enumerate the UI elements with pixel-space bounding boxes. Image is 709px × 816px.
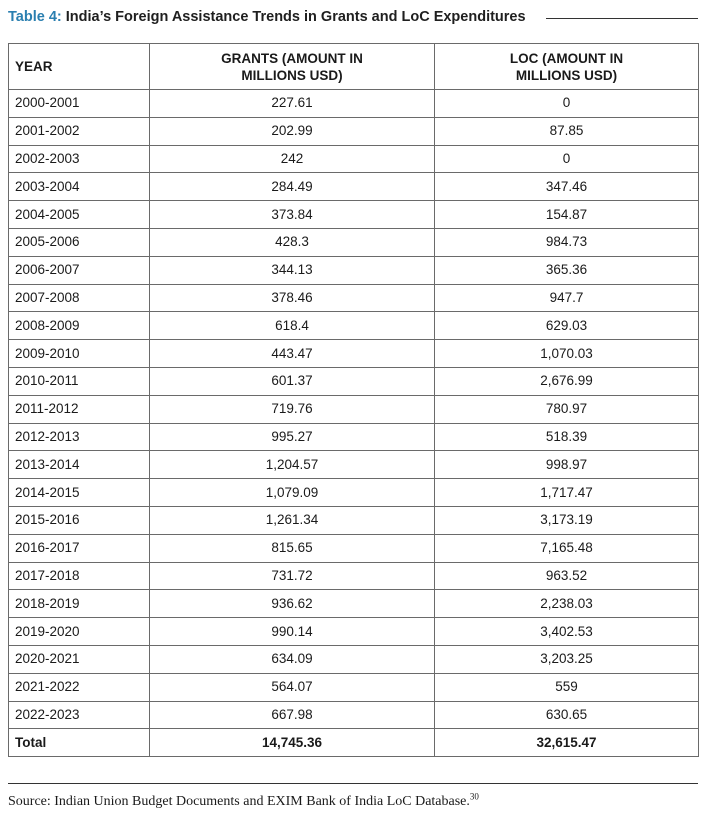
- header-row: [9, 44, 699, 90]
- year-cell: 2015-2016: [9, 506, 150, 534]
- header-year: YEAR: [9, 44, 150, 90]
- loc-cell: 347.46: [435, 173, 699, 201]
- source-note: [8, 791, 479, 810]
- header-loc: [435, 44, 699, 90]
- year-cell: 2013-2014: [9, 451, 150, 479]
- source-footnote: 30: [469, 791, 479, 802]
- table-row: [9, 256, 699, 284]
- total-label: Total: [9, 729, 150, 757]
- year-cell: 2006-2007: [9, 256, 150, 284]
- year-cell: 2011-2012: [9, 395, 150, 423]
- table-row: [9, 618, 699, 646]
- loc-cell: 3,203.25: [435, 645, 699, 673]
- year-cell: 2005-2006: [9, 228, 150, 256]
- source-text: Source: Indian Union Budget Documents and EXIM Bank of India LoC Database.: [8, 794, 470, 809]
- table-number-label: Table 4:: [8, 9, 62, 25]
- year-cell: 2002-2003: [9, 145, 150, 173]
- loc-cell: 0: [435, 145, 699, 173]
- year-cell: 2008-2009: [9, 312, 150, 340]
- table-row: [9, 340, 699, 368]
- loc-cell: 0: [435, 90, 699, 118]
- loc-cell: 559: [435, 673, 699, 701]
- loc-cell: 7,165.48: [435, 534, 699, 562]
- table-row: [9, 451, 699, 479]
- loc-cell: 1,070.03: [435, 340, 699, 368]
- loc-cell: 963.52: [435, 562, 699, 590]
- year-cell: 2004-2005: [9, 201, 150, 229]
- loc-cell: 87.85: [435, 117, 699, 145]
- table-row: [9, 145, 699, 173]
- table-row: [9, 479, 699, 507]
- loc-cell: 154.87: [435, 201, 699, 229]
- loc-cell: 629.03: [435, 312, 699, 340]
- grants-cell: 443.47: [150, 340, 435, 368]
- header-loc-line-2: MILLIONS USD): [515, 67, 618, 83]
- year-cell: 2009-2010: [9, 340, 150, 368]
- year-cell: 2021-2022: [9, 673, 150, 701]
- grants-cell: 1,204.57: [150, 451, 435, 479]
- table-row: [9, 673, 699, 701]
- loc-cell: 3,402.53: [435, 618, 699, 646]
- header-grants: [150, 44, 435, 90]
- grants-cell: 564.07: [150, 673, 435, 701]
- table-title-text: India’s Foreign Assistance Trends in Grants and LoC Expenditures: [65, 9, 526, 25]
- year-cell: 2000-2001: [9, 90, 150, 118]
- grants-cell: 1,261.34: [150, 506, 435, 534]
- total-loc: 32,615.47: [435, 729, 699, 757]
- title-rule: [546, 18, 698, 19]
- grants-cell: 242: [150, 145, 435, 173]
- table-row: [9, 562, 699, 590]
- footer-rule: [8, 783, 698, 784]
- table-row: [9, 506, 699, 534]
- loc-cell: 518.39: [435, 423, 699, 451]
- grants-cell: 995.27: [150, 423, 435, 451]
- table-row: [9, 534, 699, 562]
- grants-cell: 990.14: [150, 618, 435, 646]
- year-cell: 2017-2018: [9, 562, 150, 590]
- table-row: [9, 117, 699, 145]
- table-row: [9, 395, 699, 423]
- loc-cell: 1,717.47: [435, 479, 699, 507]
- grants-cell: 634.09: [150, 645, 435, 673]
- table-row: [9, 228, 699, 256]
- grants-cell: 936.62: [150, 590, 435, 618]
- grants-cell: 667.98: [150, 701, 435, 729]
- table-row: [9, 423, 699, 451]
- year-cell: 2018-2019: [9, 590, 150, 618]
- grants-cell: 731.72: [150, 562, 435, 590]
- grants-cell: 1,079.09: [150, 479, 435, 507]
- loc-cell: 630.65: [435, 701, 699, 729]
- table-row: [9, 367, 699, 395]
- table-row: [9, 701, 699, 729]
- loc-cell: 984.73: [435, 228, 699, 256]
- year-cell: 2020-2021: [9, 645, 150, 673]
- year-cell: 2007-2008: [9, 284, 150, 312]
- grants-cell: 815.65: [150, 534, 435, 562]
- grants-cell: 719.76: [150, 395, 435, 423]
- loc-cell: 365.36: [435, 256, 699, 284]
- grants-cell: 284.49: [150, 173, 435, 201]
- header-grants-line-1: GRANTS (AMOUNT IN: [221, 50, 363, 66]
- loc-cell: 947.7: [435, 284, 699, 312]
- total-row: [9, 729, 699, 757]
- loc-cell: 2,676.99: [435, 367, 699, 395]
- header-grants-line-2: MILLIONS USD): [241, 67, 343, 83]
- grants-cell: 618.4: [150, 312, 435, 340]
- header-loc-line-1: LOC (AMOUNT IN: [509, 50, 624, 66]
- foreign-assistance-table: [8, 43, 699, 757]
- grants-cell: 202.99: [150, 117, 435, 145]
- year-cell: 2003-2004: [9, 173, 150, 201]
- grants-cell: 378.46: [150, 284, 435, 312]
- year-cell: 2014-2015: [9, 479, 150, 507]
- table-row: [9, 312, 699, 340]
- year-cell: 2012-2013: [9, 423, 150, 451]
- table-title-row: [8, 6, 698, 28]
- loc-cell: 2,238.03: [435, 590, 699, 618]
- loc-cell: 780.97: [435, 395, 699, 423]
- grants-cell: 227.61: [150, 90, 435, 118]
- year-cell: 2001-2002: [9, 117, 150, 145]
- grants-cell: 373.84: [150, 201, 435, 229]
- table-title: [8, 9, 526, 25]
- grants-cell: 428.3: [150, 228, 435, 256]
- table-row: [9, 201, 699, 229]
- grants-cell: 601.37: [150, 367, 435, 395]
- table-row: [9, 284, 699, 312]
- year-cell: 2016-2017: [9, 534, 150, 562]
- loc-cell: 998.97: [435, 451, 699, 479]
- total-grants: 14,745.36: [150, 729, 435, 757]
- loc-cell: 3,173.19: [435, 506, 699, 534]
- grants-cell: 344.13: [150, 256, 435, 284]
- year-cell: 2022-2023: [9, 701, 150, 729]
- year-cell: 2010-2011: [9, 367, 150, 395]
- table-row: [9, 173, 699, 201]
- table-row: [9, 590, 699, 618]
- table-row: [9, 645, 699, 673]
- table-row: [9, 90, 699, 118]
- table-body: [9, 90, 699, 757]
- year-cell: 2019-2020: [9, 618, 150, 646]
